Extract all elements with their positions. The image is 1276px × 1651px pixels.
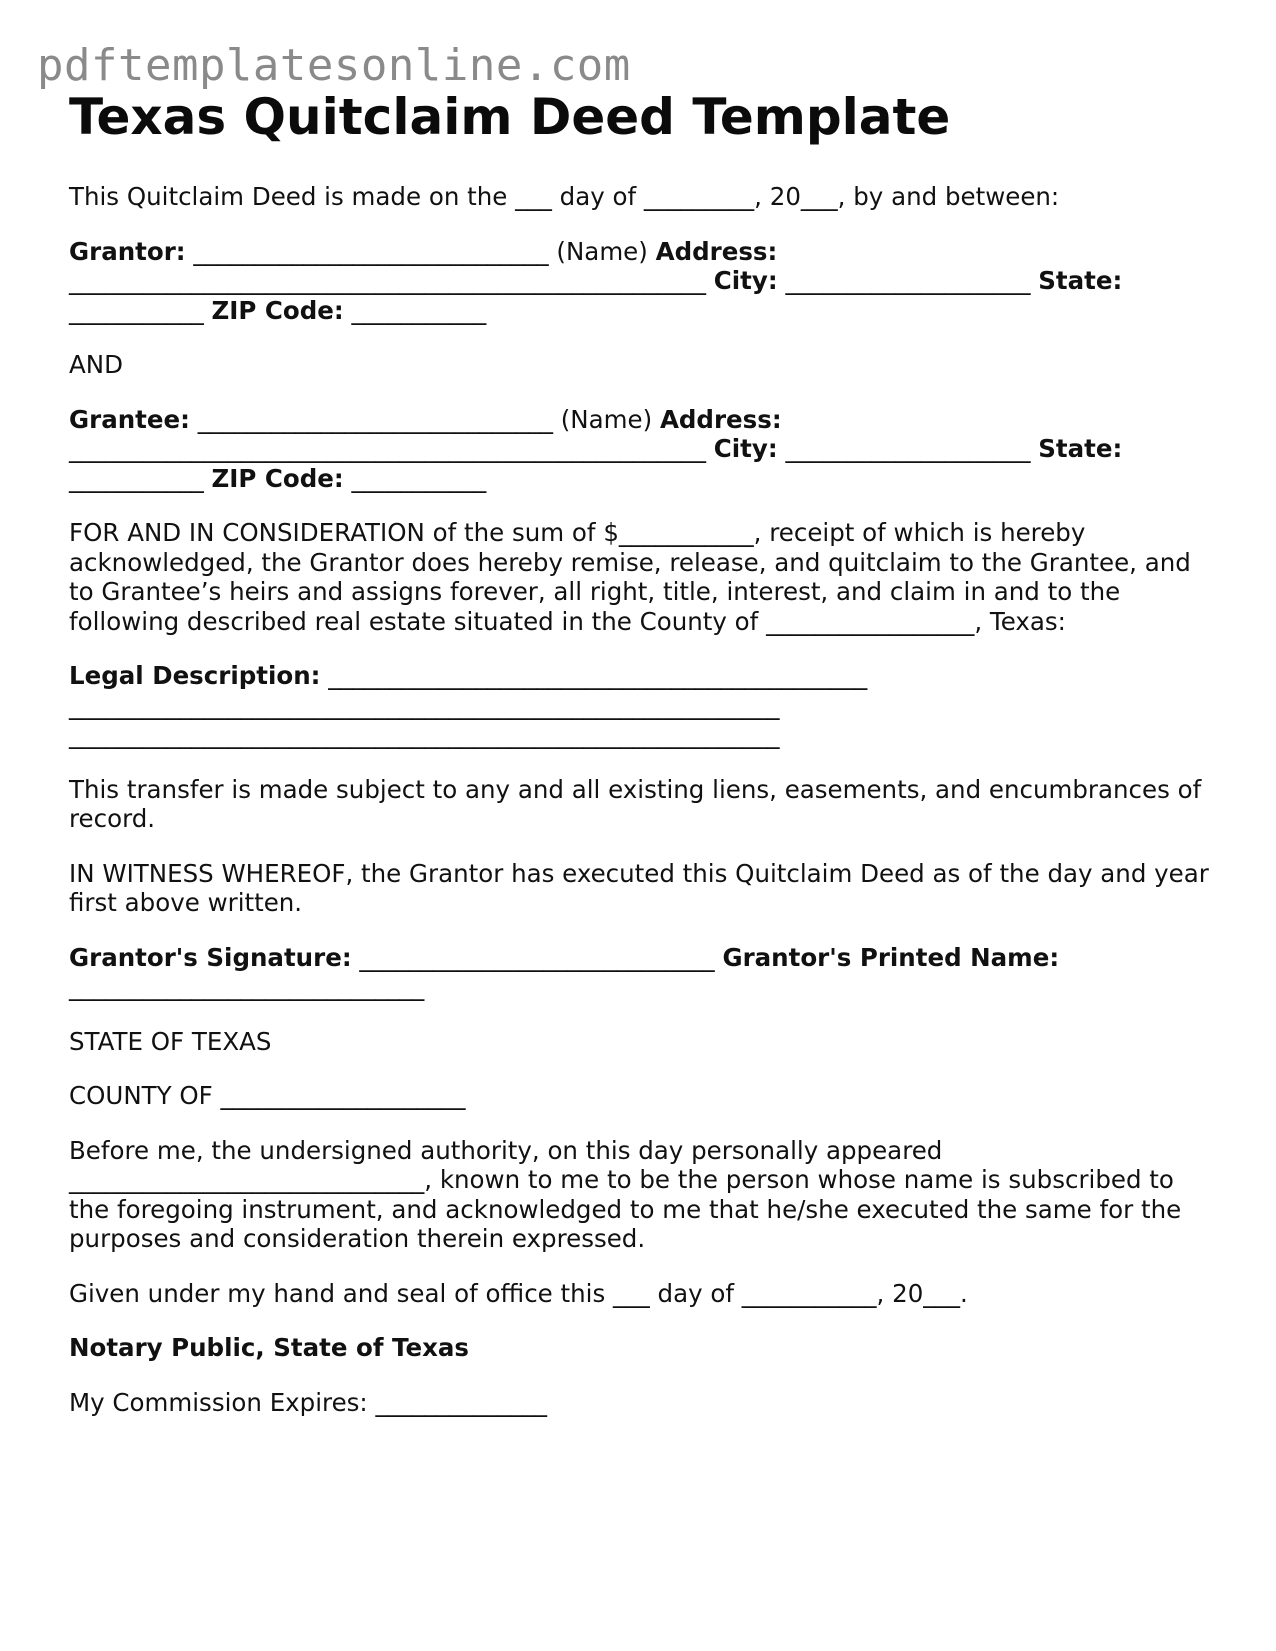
legal-description-label: Legal Description: xyxy=(69,661,321,690)
grantee-zip-label: ZIP Code: xyxy=(211,463,344,493)
grantee-name-blank: _____________________________ (Name) xyxy=(189,404,660,434)
grantor-city-blank: ____________________ xyxy=(777,266,1039,295)
acknowledgment-paragraph: Before me, the undersigned authority, on this day personally appeared _____________________________, known to me to be the person whose name is subscribed to the foregoing instrument, and acknowledged to me that he/she executed the same for the purposes and consideration therein expressed. xyxy=(69,1135,1182,1253)
grantor-zip-label: ZIP Code: xyxy=(211,295,344,325)
legal-description-blank-1: ____________________________________________ xyxy=(320,661,868,690)
grantee-city-label: City: xyxy=(713,434,778,463)
consideration-paragraph: FOR AND IN CONSIDERATION of the sum of $___________, receipt of which is hereby acknowledged, the Grantor does hereby remise, release, and quitclaim to the Grantee, and to Grantee’s heirs and assigns forever, all right, title, interest, and claim in and to the following described real estate situated in the County of _________________, Texas: xyxy=(69,518,1191,636)
grantor-signature-blank: _____________________________ xyxy=(351,942,723,972)
grantor-label: Grantor: xyxy=(69,236,186,266)
grantee-zip-blank: ___________ xyxy=(343,463,487,493)
given-under-paragraph: Given under my hand and seal of office this ___ day of ___________, 20___. xyxy=(69,1278,968,1308)
intro-paragraph: This Quitclaim Deed is made on the ___ day of _________, 20___, by and between: xyxy=(69,182,1060,211)
subject-to-paragraph: This transfer is made subject to any and all existing liens, easements, and encumbrances of record. xyxy=(69,774,1202,833)
grantor-state-label: State: xyxy=(1038,266,1123,295)
grantor-address-blank: ____________________________________________________ xyxy=(69,266,714,295)
grantee-address-label: Address: xyxy=(659,404,782,434)
grantor-printed-name-blank: _____________________________ xyxy=(69,972,425,1001)
grantee-state-blank: ___________ xyxy=(69,463,212,493)
watermark: pdftemplatesonline.com xyxy=(37,40,631,91)
grantor-city-label: City: xyxy=(713,266,778,295)
grantee-city-blank: ____________________ xyxy=(777,434,1039,463)
commission-expires: My Commission Expires: ______________ xyxy=(69,1387,547,1417)
deed-body xyxy=(69,182,1209,1442)
witness-paragraph: IN WITNESS WHEREOF, the Grantor has executed this Quitclaim Deed as of the day and year first above written. xyxy=(69,858,1209,917)
grantee-label: Grantee: xyxy=(69,404,190,434)
notary-heading: Notary Public, State of Texas xyxy=(69,1333,470,1362)
page-title: Texas Quitclaim Deed Template xyxy=(69,88,951,146)
grantee-state-label: State: xyxy=(1038,434,1123,463)
grantor-signature-label: Grantor's Signature: xyxy=(69,942,352,972)
legal-description-section xyxy=(69,661,1209,750)
legal-description-blank-3: __________________________________________________________ xyxy=(69,720,780,749)
grantee-section xyxy=(69,405,1209,494)
legal-description-blank-2: __________________________________________________________ xyxy=(69,690,780,720)
grantee-address-blank: ____________________________________________________ xyxy=(69,434,714,463)
grantor-address-label: Address: xyxy=(655,236,778,266)
grantor-section xyxy=(69,237,1209,326)
grantor-zip-blank: ___________ xyxy=(343,295,487,325)
signature-section xyxy=(69,943,1209,1002)
grantor-state-blank: ___________ xyxy=(69,295,212,325)
county-line: COUNTY OF ____________________ xyxy=(69,1081,466,1110)
and-text: AND xyxy=(69,350,123,379)
state-line: STATE OF TEXAS xyxy=(69,1026,272,1056)
grantor-printed-name-label: Grantor's Printed Name: xyxy=(722,942,1060,972)
grantor-name-blank: _____________________________ (Name) xyxy=(185,236,656,266)
